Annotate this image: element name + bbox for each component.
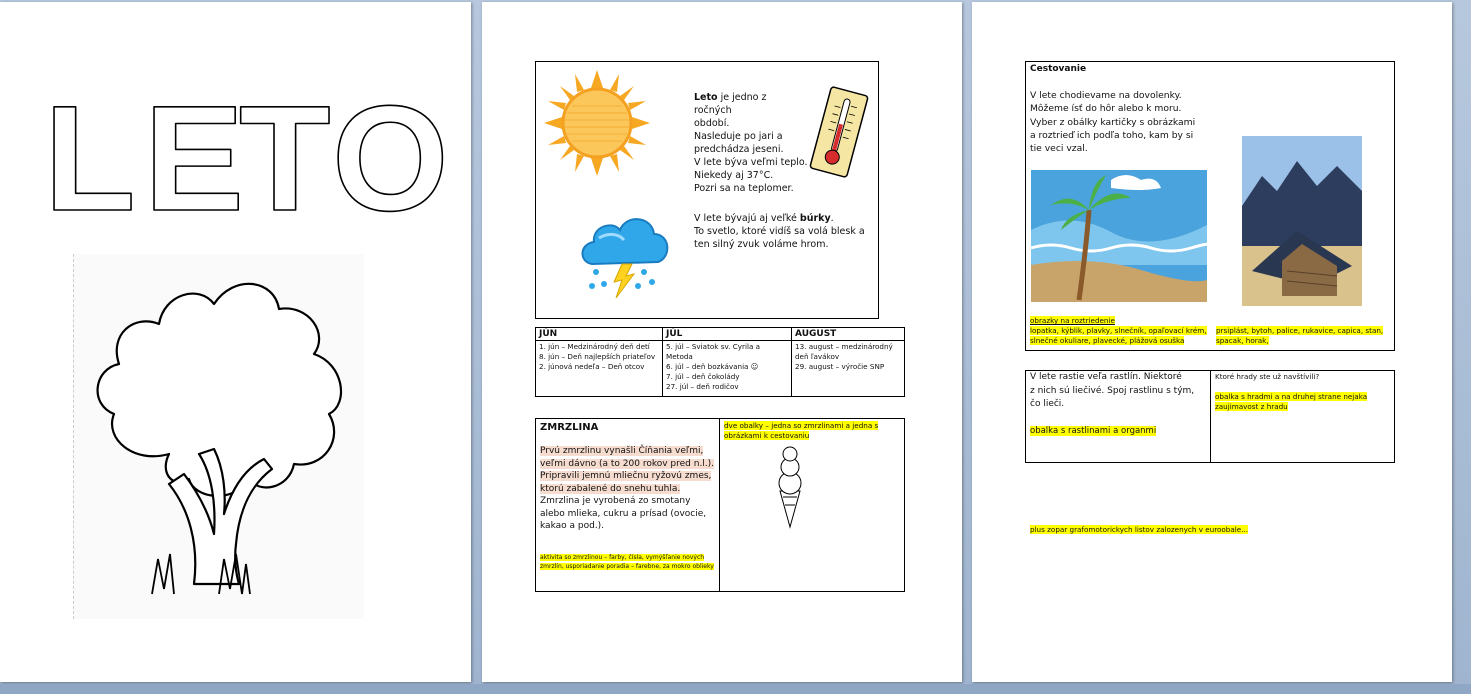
month-header-jun: JÚN [536,328,663,341]
envelopes-note: dve obalky – jedna so zmrzlinami a jedna s obrázkami k cestovaniu [724,421,879,440]
icecream-box [535,418,905,592]
summer-intro-text: Leto je jedno z ročných období. Nasleduje po jari a predchádza jeseni. V lete býva veľmi teplo. Niekedy aj 37°C. Pozri sa na teplomer. [694,92,808,194]
title-letter-t: T [239,74,331,242]
mountain-items-list: prsiplást, bytoh, palice, rukavice, capica, stan, spacak, horak, [1216,326,1384,345]
month-header-jul: JÚL [663,328,792,341]
castles-question: Ktoré hrady ste už navštívili? [1215,372,1320,381]
title-letter-e: E [144,74,245,242]
page-3[interactable] [972,2,1452,682]
sort-cards-label: obrazky na roztriedenie [1030,316,1115,325]
plants-envelope-note: obalka s rastlinami a organmi [1030,426,1157,436]
bottom-edge-bar [0,684,1471,694]
page-1[interactable] [0,2,471,682]
icecream-cone-icon [770,445,810,530]
aug-cell: 13. august – medzinárodný deň ľavákov 29. august – výročie SNP [792,341,905,397]
title-letter-o: O [332,74,449,242]
tree-image-frame [73,254,364,619]
jul-cell: 5. júl – Sviatok sv. Cyrila a Metoda 6. júl – deň bozkávania ☺ 7. júl – deň čokolády 27. júl – deň rodičov [663,341,792,397]
jun-cell: 1. jún – Medzinárodný deň detí 8. jún – Deň najlepších priateľov 2. júnová nedeľa – Deň otcov [536,341,663,397]
page-2[interactable] [482,2,962,682]
storm-cloud-icon [574,202,674,302]
icecream-history-text: Prvú zmrzlinu vynašli Číňania veľmi, veľmi dávno (a to 200 rokov pred n.l.). Pripravili jemnú mliečnu ryžovú zmes, ktorú zabalené do snehu tuhla. Zmrzlina je vyrobená zo smotany alebo mlieka, cukru a prísad (ovocie, kakao a pod.). [540,446,715,531]
storm-text: V lete bývajú aj veľké búrky. To svetlo, ktoré vidíš sa volá blesk a ten silný zvuk voláme hrom. [694,213,865,250]
icecream-activity: aktivita so zmrzlinou – farby, čísla, vymýšľanie nových zmrzlín, usporiadanie poradia – farebne, za mokro oblieky [540,554,714,570]
travel-box [1025,61,1395,351]
tree-coloring-icon [74,254,364,619]
thermometer-icon [808,84,870,180]
months-table [535,327,905,397]
travel-text: V lete chodievame na dovolenky. Môžeme ísť do hôr alebo k moru. Vyber z obálky kartičky s obrázkami a roztrieď ich podľa toho, kam by si tie veci vzal. [1030,90,1196,155]
title-letter-l: L [44,74,136,242]
footer-note: plus zopar grafomotorickych listov zalozenych v euroobale... [1030,525,1249,534]
icecream-title: ZMRZLINA [540,422,599,433]
travel-title: Cestovanie [1030,64,1087,74]
title-outline-letters [44,74,449,242]
month-header-aug: AUGUST [792,328,905,341]
mountain-cabin-picture-icon [1242,136,1362,306]
summer-intro-box [535,61,879,319]
sun-icon [542,68,652,178]
beach-items-list: lopatka, kýblik, plavky, slnečník, opaľovací krém, slnečné okuliare, plavecké, plážová osuška [1030,326,1207,345]
beach-picture-icon [1031,170,1207,302]
plants-text: V lete rastie veľa rastlín. Niektoré z nich sú liečivé. Spoj rastlinu s tým, čo lieči. [1030,372,1195,409]
castles-note: obalka s hradmi a na druhej strane nejaka zaujimavost z hradu [1215,392,1368,411]
plants-castles-box [1025,370,1395,463]
